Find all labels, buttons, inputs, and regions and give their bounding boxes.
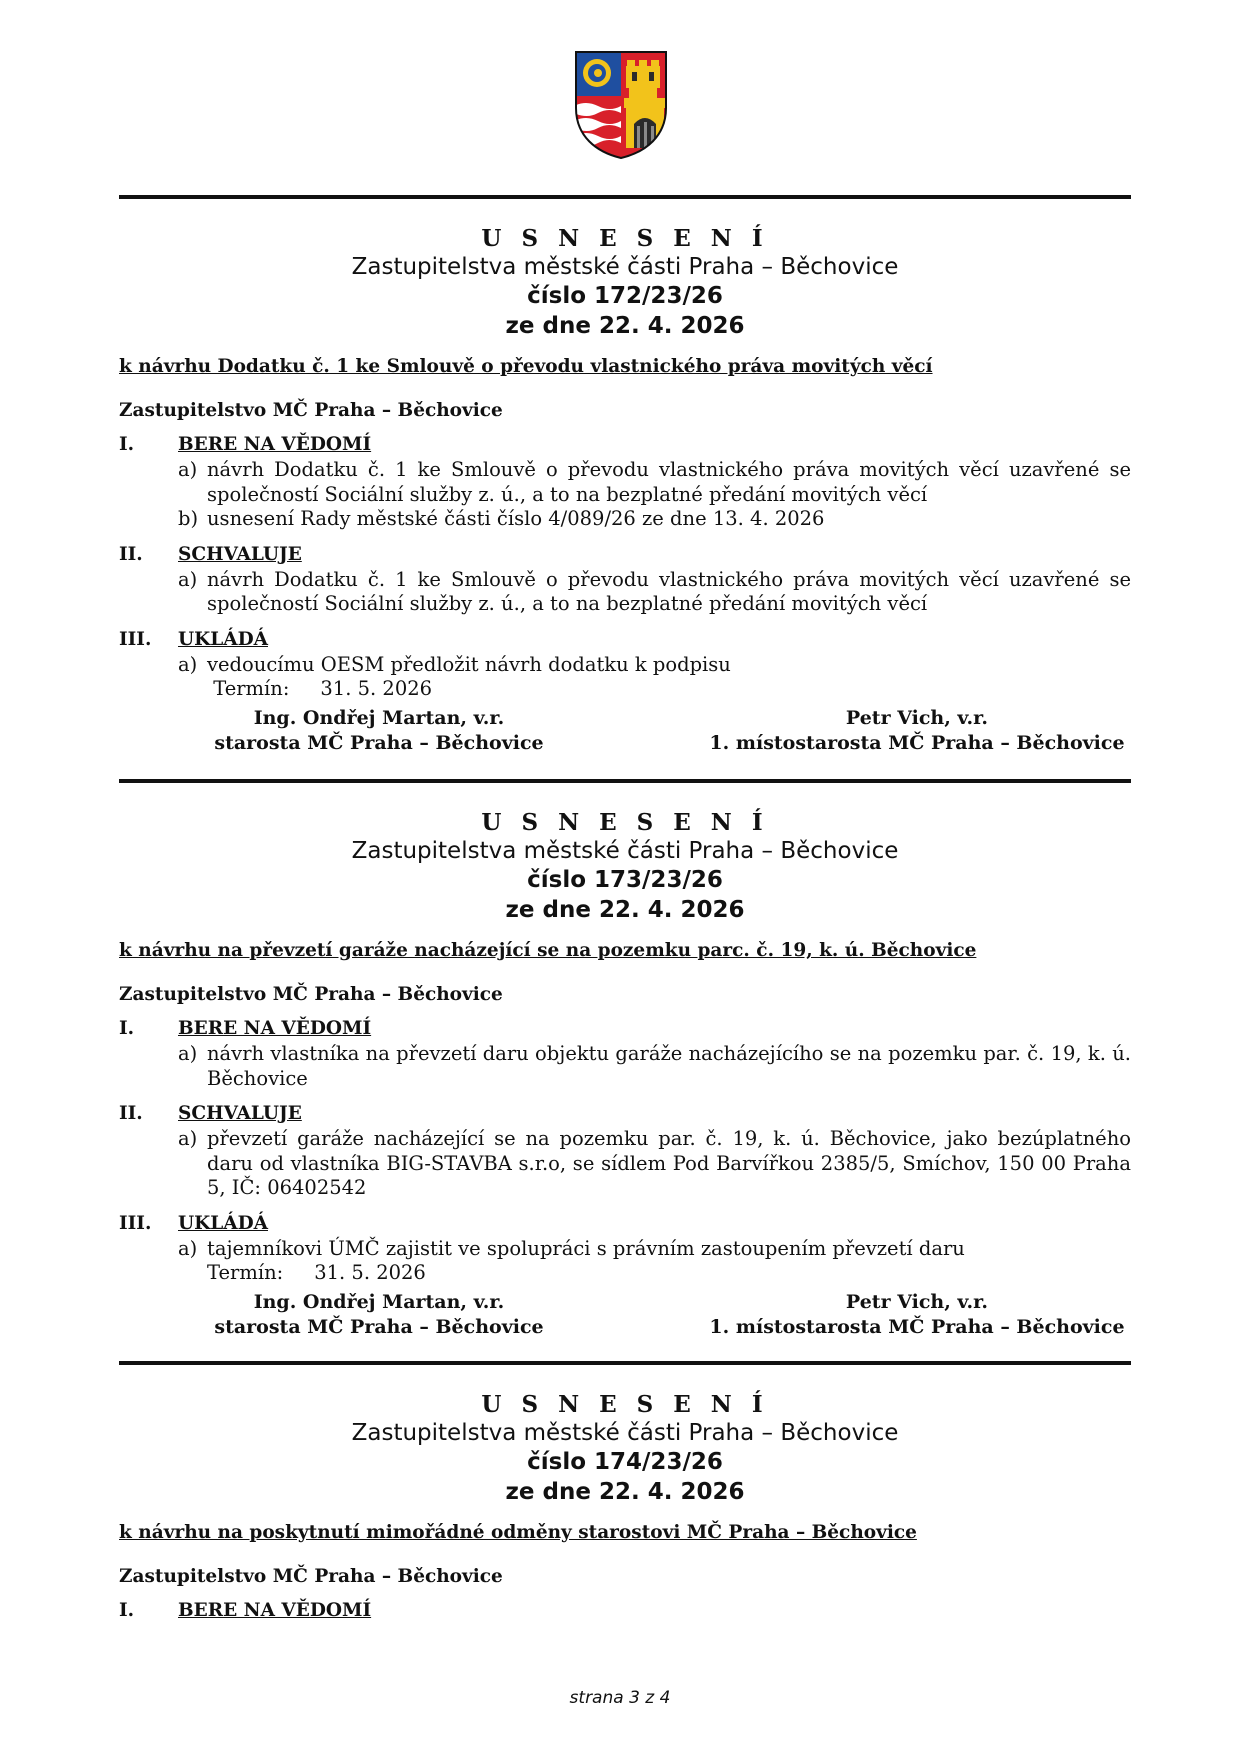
section-i <box>119 432 1131 532</box>
list-item: b) usnesení Rady městské části číslo 4/089/26 ze dne 13. 4. 2026 <box>178 507 825 530</box>
resolution-body: Zastupitelstva městské části Praha – Běchovice <box>351 1420 899 1446</box>
resolution-date: ze dne 22. 4. 2026 <box>505 313 745 339</box>
section-verb: BERE NA VĚDOMÍ <box>178 434 372 455</box>
section-verb: BERE NA VĚDOMÍ <box>178 1018 372 1039</box>
section-verb: SCHVALUJE <box>178 543 302 565</box>
signatory-name: Petr Vich, v.r. <box>845 706 989 729</box>
resolution-number: číslo 172/23/26 <box>527 283 723 309</box>
section-verb: BERE NA VĚDOMÍ <box>178 1600 372 1621</box>
resolution-body: Zastupitelstva městské části Praha – Běchovice <box>351 838 899 864</box>
signature-left <box>169 706 589 756</box>
section-verb: UKLÁDÁ <box>178 628 268 650</box>
resolution-172 <box>119 224 1131 756</box>
signatory-role: starosta MČ Praha – Běchovice <box>214 1315 544 1338</box>
list-item: a) návrh Dodatku č. 1 ke Smlouvě o převodu vlastnického práva movitých věcí uzavřené se společností Sociální služby z. ú., a to na bezplatné předání movitých věcí <box>178 458 1131 506</box>
section-i <box>119 1598 1131 1624</box>
section-number: I. <box>119 1018 135 1039</box>
list-item: a) tajemníkovi ÚMČ zajistit ve spolupráci s právním zastoupením převzetí daru <box>178 1236 965 1260</box>
resolution-title: U S N E S E N Í <box>481 1391 769 1418</box>
section-verb: UKLÁDÁ <box>178 1212 268 1234</box>
section-verb: SCHVALUJE <box>178 1103 302 1124</box>
resolution-subject: k návrhu na převzetí garáže nacházející se na pozemku parc. č. 19, k. ú. Běchovice <box>119 940 977 961</box>
section-iii <box>119 627 1131 702</box>
deadline: Termín: 31. 5. 2026 <box>207 677 433 700</box>
separator-rule <box>119 1361 1131 1365</box>
section-number: I. <box>119 1600 135 1621</box>
resolution-date: ze dne 22. 4. 2026 <box>505 897 745 923</box>
resolution-subject: k návrhu Dodatku č. 1 ke Smlouvě o převodu vlastnického práva movitých věcí <box>119 356 933 377</box>
signatory-name: Ing. Ondřej Martan, v.r. <box>253 706 505 729</box>
separator-rule <box>119 195 1131 199</box>
section-ii <box>119 1101 1131 1201</box>
signatory-role: 1. místostarosta MČ Praha – Běchovice <box>709 731 1125 754</box>
signature-right <box>707 706 1127 756</box>
resolution-174 <box>119 1390 1131 1624</box>
signatures <box>119 706 1131 756</box>
signature-right <box>707 1290 1127 1340</box>
signature-left <box>169 1290 589 1340</box>
resolution-title: U S N E S E N Í <box>481 225 769 252</box>
page-number: strana 3 z 4 <box>569 1688 671 1708</box>
section-number: II. <box>119 543 143 565</box>
signatory-role: 1. místostarosta MČ Praha – Běchovice <box>709 1315 1125 1338</box>
council-name: Zastupitelstvo MČ Praha – Běchovice <box>119 984 503 1005</box>
signatory-role: starosta MČ Praha – Běchovice <box>214 731 544 754</box>
section-number: II. <box>119 1103 143 1124</box>
resolution-number: číslo 174/23/26 <box>527 1449 723 1475</box>
section-number: I. <box>119 434 135 455</box>
section-number: III. <box>119 1212 152 1234</box>
signatory-name: Petr Vich, v.r. <box>845 1290 989 1313</box>
section-ii <box>119 542 1131 617</box>
list-item: a) návrh vlastníka na převzetí daru objektu garáže nacházejícího se na pozemku par. č. 19, k. ú. Běchovice <box>178 1042 1131 1090</box>
resolution-number: číslo 173/23/26 <box>527 867 723 893</box>
section-i <box>119 1016 1131 1091</box>
signatory-name: Ing. Ondřej Martan, v.r. <box>253 1290 505 1313</box>
separator-rule <box>119 779 1131 783</box>
list-item: a) převzetí garáže nacházející se na pozemku par. č. 19, k. ú. Běchovice, jako bezúplatného daru od vlastníka BIG-STAVBA s.r.o, se sídlem Pod Barvířkou 2385/5, Smíchov, 150 00 Praha 5, IČ: 06402542 <box>178 1127 1131 1199</box>
council-name: Zastupitelstvo MČ Praha – Běchovice <box>119 400 503 421</box>
coat-of-arms-icon <box>574 50 668 160</box>
signatures <box>119 1290 1131 1340</box>
section-iii <box>119 1211 1131 1286</box>
list-item: a) vedoucímu OESM předložit návrh dodatku k podpisu <box>178 652 731 676</box>
council-name: Zastupitelstvo MČ Praha – Běchovice <box>119 1566 503 1587</box>
resolution-173 <box>119 808 1131 1340</box>
section-number: III. <box>119 628 152 650</box>
resolution-title: U S N E S E N Í <box>481 809 769 836</box>
resolution-subject: k návrhu na poskytnutí mimořádné odměny starostovi MČ Praha – Běchovice <box>119 1522 917 1543</box>
list-item: a) návrh Dodatku č. 1 ke Smlouvě o převodu vlastnického práva movitých věcí uzavřené se společností Sociální služby z. ú., a to na bezplatné předání movitých věcí <box>178 567 1131 615</box>
deadline: Termín: 31. 5. 2026 <box>207 1261 426 1284</box>
resolution-body: Zastupitelstva městské části Praha – Běchovice <box>351 254 899 280</box>
resolution-date: ze dne 22. 4. 2026 <box>505 1479 745 1505</box>
